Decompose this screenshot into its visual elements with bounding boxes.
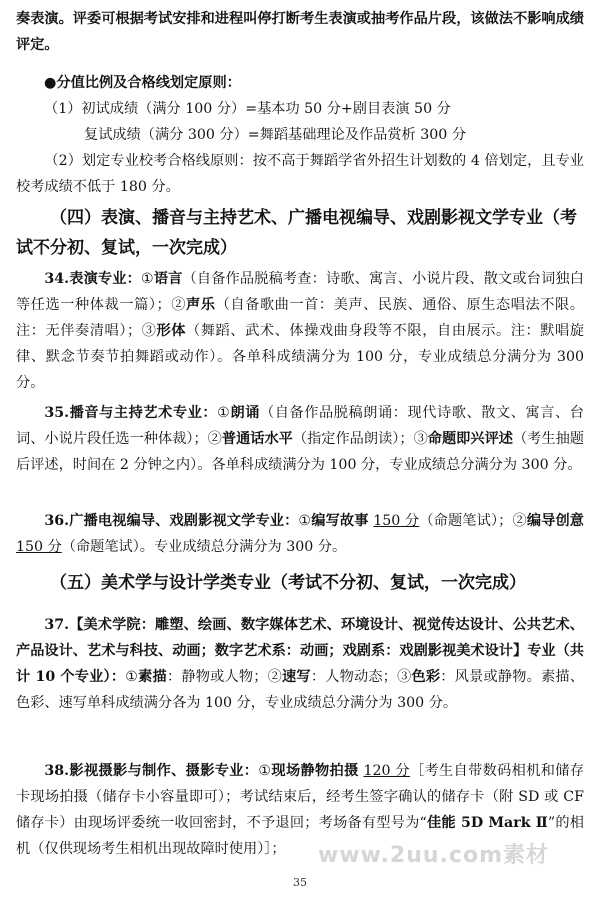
site-watermark: www.2uu.com素材 <box>318 843 549 868</box>
item-36-paragraph <box>16 508 584 560</box>
item-36-text-2: （命题笔试）。专业成绩总分满分为 300 分。 <box>61 539 347 555</box>
item-34-text-2: （自备歌曲一首：美声、民族、通俗、原生态唱法不限。注：无伴奏清唱）；③ <box>16 297 584 339</box>
item-35-bold-1: 朗诵 <box>230 405 260 421</box>
item-35-bold-3: 命题即兴评述 <box>427 431 513 447</box>
item-36-title: 36.广播电视编导、戏剧影视文学专业： <box>44 513 299 529</box>
item-37-text-2: ：人物动态；③ <box>310 669 412 685</box>
item-37-bold-3: 色彩 <box>411 669 441 685</box>
item-34-bold-3: 形体 <box>156 323 187 339</box>
item-34-bold-2: 声乐 <box>186 297 216 313</box>
item-35-title: 35.播音与主持艺术专业： <box>44 405 218 421</box>
item-34-bold-1: 语言 <box>153 271 183 287</box>
item-38-marker-1: ① <box>258 763 272 779</box>
score-bullet-title: ●分值比例及合格线划定原则： <box>44 75 241 91</box>
item-37-paragraph <box>16 612 584 716</box>
page-number: 35 <box>293 876 307 889</box>
item-36-text-1: （命题笔试）；② <box>419 513 527 529</box>
item-34-marker-1: ① <box>140 271 154 287</box>
score-item2: （2）划定专业校考合格线原则：按不高于舞蹈学省外招生计划数的 4 倍划定，且专业校考成绩不低于 180 分。 <box>16 153 584 195</box>
item-34-title: 34.表演专业： <box>44 271 141 287</box>
section-heading-4: （四）表演、播音与主持艺术、广播电视编导、戏剧影视文学专业（考试不分初、复试，一次完成） <box>16 208 577 258</box>
item-35-text-1: （自备作品脱稿朗诵：现代诗歌、散文、寓言、台词、小说片段任选一种体裁）；② <box>16 405 584 447</box>
intro-paragraph: 奏表演。评委可根据考试安排和进程叫停打断考生表演或抽考作品片段，该做法不影响成绩评定。 <box>16 11 584 53</box>
score-item1-line1: （1）初试成绩（满分 100 分）=基本功 50 分+剧目表演 50 分 <box>44 101 451 117</box>
item-36-bold-1: 编写故事 <box>311 513 369 529</box>
item-37-title: 37.【美术学院：雕塑、绘画、数字媒体艺术、环境设计、视觉传达设计、公共艺术、产品设计、艺术与科技、动画；数字艺术系：动画；戏剧系：戏剧影视美术设计】专业（共计 10 个专业）： <box>16 617 584 685</box>
item-34-text-3: （舞蹈、武术、体操戏曲身段等不限，自由展示。注：默唱旋律、默念节奏节拍舞蹈或动作）。各单科成绩满分为 100 分，专业成绩总分满分为 300 分。 <box>16 323 584 391</box>
item-35-paragraph <box>16 400 584 478</box>
item-34-paragraph <box>16 266 584 396</box>
score-item1-line2: 复试成绩（满分 300 分）=舞蹈基础理论及作品赏析 300 分 <box>84 127 467 143</box>
item-36-marker-1: ① <box>298 513 312 529</box>
item-38-bold-2: 佳能 5D Mark Ⅱ <box>426 815 548 831</box>
item-38-title: 38.影视摄影与制作、摄影专业： <box>44 763 259 779</box>
item-37-marker-1: ① <box>125 669 139 685</box>
item-38-bold-1: 现场静物拍摄 <box>271 763 359 779</box>
item-38-text-2: ”的相机（仅供现场考生相机出现故障时使用）］； <box>16 815 584 857</box>
item-36-score-1: 150 分 <box>373 513 420 529</box>
item-38-score-1: 120 分 <box>363 763 410 779</box>
item-37-text-1: ：静物或人物；② <box>166 669 283 685</box>
item-37-bold-1: 素描 <box>138 669 167 685</box>
item-35-marker-1: ① <box>217 405 231 421</box>
item-36-bold-2: 编导创意 <box>526 513 584 529</box>
item-37-bold-2: 速写 <box>282 669 311 685</box>
item-35-text-3: （考生抽题后评述，时间在 2 分钟之内）。各单科成绩满分为 100 分，专业成绩总分满分为 300 分。 <box>16 431 584 473</box>
item-36-score-2: 150 分 <box>16 539 62 555</box>
item-38-text-1: ［考生自带数码相机和储存卡现场拍摄（储存卡小容量即可）；考试结束后，经考生签字确认的储存卡（附 SD 或 CF 储存卡）由现场评委统一收回密封，不予退回；考场备有型号为“ <box>16 763 584 831</box>
item-34-text-1: （自备作品脱稿考查：诗歌、寓言、小说片段、散文或台词独白等任选一种体裁一篇）；② <box>16 271 584 313</box>
item-35-text-2: （指定作品朗读）；③ <box>292 431 428 447</box>
item-37-text-3: ：风景或静物。素描、色彩、速写单科成绩满分各为 100 分，专业成绩总分满分为 300 分。 <box>16 669 584 711</box>
item-35-bold-2: 普通话水平 <box>221 431 293 447</box>
section-heading-5: （五）美术学与设计学类专业（考试不分初、复试，一次完成） <box>50 573 526 593</box>
